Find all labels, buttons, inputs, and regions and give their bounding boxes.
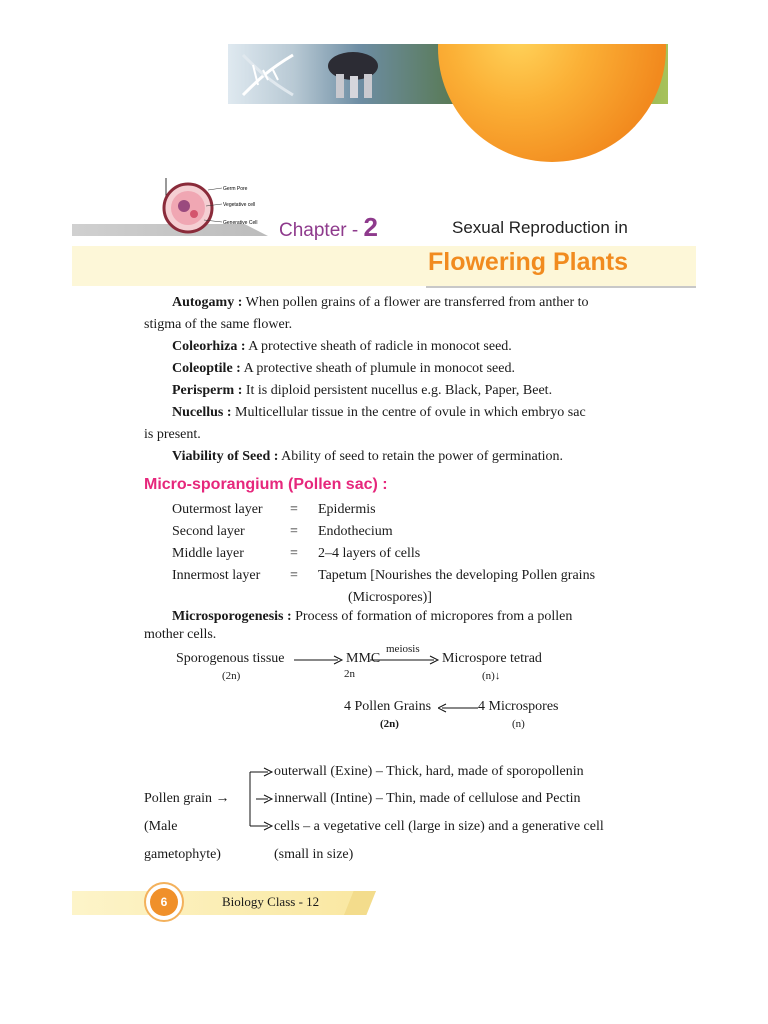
flow-tetrad-ploidy: (n)↓ (482, 670, 501, 682)
pollen-outerwall: outerwall (Exine) – Thick, hard, made of sporopollenin (274, 764, 584, 779)
flow-microspores-ploidy: (n) (512, 718, 525, 730)
pollen-innerwall: innerwall (Intine) – Thin, made of cellulose and Pectin (274, 791, 581, 806)
dna-icon (238, 50, 298, 100)
bracket-arrows-icon (246, 764, 276, 834)
microsporogenesis-line (144, 608, 624, 626)
definition-nucellus (144, 402, 624, 424)
layer-name: Middle layer (172, 546, 244, 561)
chapter-subtitle: Sexual Reproduction in (452, 218, 628, 237)
equals: = (290, 546, 298, 561)
flow-microspores: 4 Microspores (478, 699, 559, 714)
flow-pollen: 4 Pollen Grains (344, 699, 432, 714)
term: Microsporogenesis : (172, 609, 292, 624)
layer-name: Second layer (172, 524, 245, 539)
section-heading: Micro-sporangium (Pollen sac) : (144, 476, 388, 493)
layer-name: Innermost layer (172, 568, 261, 583)
layer-value-continuation: (Microspores)] (348, 590, 432, 605)
layer-value: Tapetum [Nourishes the developing Pollen grains (318, 568, 596, 583)
cell-label-generative: Generative Cell (223, 220, 258, 226)
pollen-cells-continuation: (small in size) (274, 847, 354, 862)
cell-label-vegetative: Vegetative cell (223, 202, 256, 208)
definition-viability (144, 446, 624, 468)
definition-autogamy (144, 292, 624, 314)
page-number: 6 (150, 888, 178, 916)
definition-continuation: is present. (144, 427, 201, 442)
definition-text: A protective sheath of radicle in monocot seed. (248, 339, 512, 354)
term: Autogamy : (172, 295, 243, 310)
chapter-prefix: Chapter - (279, 220, 359, 241)
flow-sporogenous: Sporogenous tissue (176, 651, 285, 666)
layers-table (172, 502, 595, 612)
orange-circle-decoration (438, 44, 666, 162)
term: Coleoptile : (172, 361, 241, 376)
definition-text: Process of formation of micropores from a pollen (295, 609, 573, 624)
definition-coleoptile (144, 358, 624, 380)
pollen-cells: cells – a vegetative cell (large in size) and a generative cell (274, 819, 604, 834)
chapter-number: 2 (363, 212, 378, 242)
definition-text: Ability of seed to retain the power of germination. (281, 449, 564, 464)
flow-sporogenous-ploidy: (2n) (222, 670, 241, 682)
definition-continuation: stigma of the same flower. (144, 317, 293, 332)
definition-text: A protective sheath of plumule in monocot seed. (243, 361, 515, 376)
flow-tetrad: Microspore tetrad (442, 651, 542, 666)
microsporogenesis-block (144, 608, 624, 644)
pollen-grain-label: Pollen grain → (144, 791, 230, 806)
flow-meiosis-label: meiosis (386, 643, 420, 655)
pollen-cell-illustration (160, 176, 270, 238)
term: Perisperm : (172, 383, 243, 398)
term: Viability of Seed : (172, 449, 279, 464)
equals: = (290, 568, 298, 583)
layer-value: Epidermis (318, 502, 376, 517)
definition-text: When pollen grains of a flower are transferred from anther to (245, 295, 589, 310)
layer-value: Endothecium (318, 524, 393, 539)
footer-text: Biology Class - 12 (222, 894, 320, 909)
layer-name: Outermost layer (172, 502, 263, 517)
microscope-icon (318, 46, 388, 102)
arrow-right-icon (294, 654, 344, 666)
definition-coleorhiza (144, 336, 624, 358)
layer-value: 2–4 layers of cells (318, 546, 421, 561)
chapter-label (279, 212, 378, 243)
equals: = (290, 524, 298, 539)
definition-continuation: mother cells. (144, 627, 217, 642)
table-row (172, 524, 595, 546)
equals: = (290, 502, 298, 517)
pollen-grain-label-3: gametophyte) (144, 847, 221, 862)
definitions-block (144, 292, 624, 468)
arrow-left-icon (438, 702, 478, 714)
definition-text: It is diploid persistent nucellus e.g. Black, Paper, Beet. (245, 383, 553, 398)
page-number-badge (144, 882, 184, 922)
chapter-title: Flowering Plants (428, 248, 629, 276)
table-row (172, 546, 595, 568)
table-row (172, 502, 595, 524)
table-row (172, 568, 595, 590)
pollen-grain-label-2: (Male (144, 819, 178, 834)
arrow-right-icon (370, 654, 440, 666)
flow-mmc: MMC (346, 651, 381, 666)
term: Nucellus : (172, 405, 232, 420)
flow-pollen-ploidy: (2n) (380, 718, 399, 730)
term: Coleorhiza : (172, 339, 246, 354)
cell-label-germ-pore: Germ Pore (223, 186, 248, 192)
definition-text: Multicellular tissue in the centre of ovule in which embryo sac (235, 405, 586, 420)
flow-mmc-ploidy: 2n (344, 668, 355, 680)
definition-perisperm (144, 380, 624, 402)
